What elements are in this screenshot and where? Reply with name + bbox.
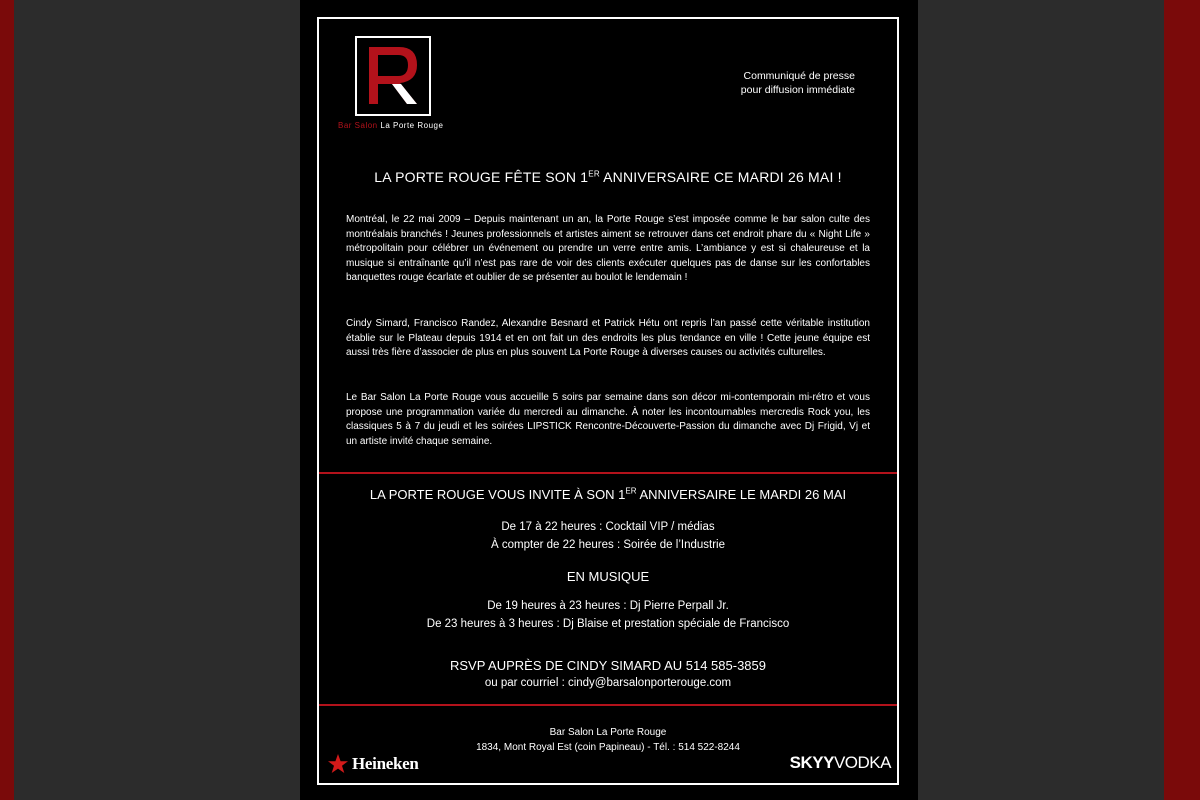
vodka-wordmark: VODKA bbox=[833, 753, 891, 772]
rsvp-heading: RSVP AUPRÈS DE CINDY SIMARD AU 514 585-3859 bbox=[450, 658, 766, 673]
logo-tagline-part2: La Porte Rouge bbox=[380, 121, 444, 130]
schedule-line-2: À compter de 22 heures : Soirée de l’Industrie bbox=[491, 539, 725, 551]
music-line-1: De 19 heures à 23 heures : Dj Pierre Perpall Jr. bbox=[487, 600, 729, 612]
paragraph-programming: Le Bar Salon La Porte Rouge vous accueille 5 soirs par semaine dans son décor mi-contemporain mi-rétro et vous propose une programmation variée du mercredi au dimanche. À noter les incontournables mercredis Rock you, les classiques 5 à 7 du jeudi et les soirées LIPSTICK Rencontre-Découverte-Passion du dimanche avec Dj Frigid, Vj et un artiste invité chaque semaine. bbox=[346, 392, 870, 447]
press-notice bbox=[741, 69, 855, 97]
skyy-vodka-logo bbox=[790, 753, 891, 773]
press-notice-line1: Communiqué de presse bbox=[743, 70, 855, 82]
left-red-border bbox=[0, 0, 14, 800]
divider-bottom bbox=[319, 704, 897, 706]
press-notice-line2: pour diffusion immédiate bbox=[740, 84, 855, 96]
music-line-2: De 23 heures à 3 heures : Dj Blaise et prestation spéciale de Francisco bbox=[426, 618, 790, 630]
rsvp-email: ou par courriel : cindy@barsalonporterouge.com bbox=[484, 677, 732, 689]
paragraph-owners: Cindy Simard, Francisco Randez, Alexandre Besnard et Patrick Hétu ont repris l’an passé cette véritable institution établie sur le Plateau depuis 1914 et en ont fait un des endroits les plus tendance en ville ! Cette jeune équipe est aussi très fière d’associer de plus en plus souvent La Porte Rouge à diverses causes ou activités culturelles. bbox=[346, 318, 870, 359]
logo-tagline bbox=[338, 121, 478, 133]
invite-sup: ER bbox=[625, 486, 637, 496]
right-red-border bbox=[1164, 0, 1200, 800]
invite-heading bbox=[319, 487, 897, 502]
footer-address: 1834, Mont Royal Est (coin Papineau) - Tél. : 514 522-8244 bbox=[476, 742, 740, 753]
press-release-page bbox=[300, 0, 918, 800]
right-gray-margin bbox=[918, 0, 1164, 800]
logo bbox=[355, 36, 431, 116]
logo-r-icon bbox=[357, 38, 429, 114]
heineken-logo bbox=[327, 752, 419, 776]
invite-before: LA PORTE ROUGE VOUS INVITE À SON 1 bbox=[369, 487, 626, 502]
page-frame bbox=[317, 17, 899, 785]
heineken-wordmark: Heineken bbox=[352, 754, 419, 773]
title-sup: ER bbox=[588, 169, 600, 179]
paragraph-intro: Montréal, le 22 mai 2009 – Depuis maintenant un an, la Porte Rouge s’est imposée comme le bar salon culte des montréalais branchés ! Jeunes professionnels et artistes aiment se retrouver dans cet endroit phare du « Night Life » métropolitain pour célébrer un événement ou prendre un verre entre amis. L’ambiance y est si chaleureuse et la musique si entraînante qu’il n’est pas rare de voir des clients exécuter quelques pas de danse sur les confortables banquettes rouge écarlate et oublier de se présenter au boulot le lendemain ! bbox=[346, 214, 870, 284]
left-gray-margin bbox=[14, 0, 300, 800]
divider-top bbox=[319, 472, 897, 474]
title-after: ANNIVERSAIRE CE MARDI 26 MAI ! bbox=[599, 169, 842, 185]
schedule-line-1: De 17 à 22 heures : Cocktail VIP / médias bbox=[501, 521, 715, 533]
music-heading: EN MUSIQUE bbox=[566, 569, 650, 584]
invite-after: ANNIVERSAIRE LE MARDI 26 MAI bbox=[636, 487, 847, 502]
logo-tagline-part1: Bar Salon bbox=[338, 121, 378, 130]
footer-name: Bar Salon La Porte Rouge bbox=[549, 727, 667, 738]
page-title bbox=[319, 169, 897, 185]
skyy-wordmark: SKYY bbox=[789, 753, 834, 772]
red-star-icon bbox=[327, 753, 349, 775]
title-before: LA PORTE ROUGE FÊTE SON 1 bbox=[374, 169, 589, 185]
